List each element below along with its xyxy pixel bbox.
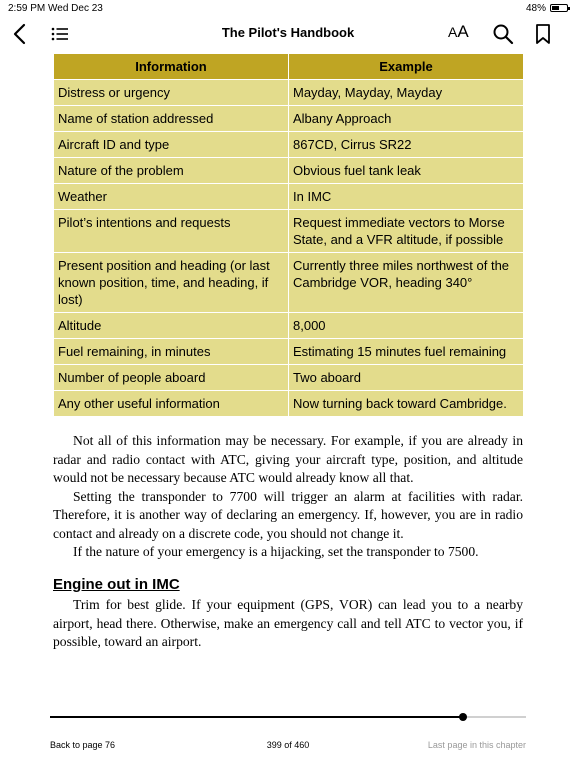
table-cell-example: Obvious fuel tank leak (289, 158, 524, 184)
reader-toolbar (0, 16, 576, 52)
progress-remaining-track (463, 716, 526, 718)
chevron-left-icon[interactable] (10, 22, 32, 46)
progress-knob[interactable] (459, 713, 467, 721)
table-row (54, 339, 524, 365)
status-date: Wed Dec 23 (48, 3, 103, 14)
table-cell-information: Aircraft ID and type (54, 132, 289, 158)
page-progress-slider[interactable] (50, 716, 526, 718)
status-time: 2:59 PM (8, 3, 46, 14)
table-cell-example: Two aboard (289, 365, 524, 391)
table-cell-example: Mayday, Mayday, Mayday (289, 80, 524, 106)
bookmark-icon[interactable] (534, 23, 552, 45)
table-cell-information: Distress or urgency (54, 80, 289, 106)
table-row (54, 253, 524, 313)
paragraph: Setting the transponder to 7700 will trigger an alarm at facilities with radar. Therefore, it is another way of declaring an emergency. If, however, you are in radio contact and already on a discrete code, you should not change it. (53, 488, 523, 541)
table-cell-example: In IMC (289, 184, 524, 210)
table-row (54, 210, 524, 253)
list-icon[interactable] (50, 24, 70, 44)
table-row (54, 132, 524, 158)
table-row (54, 391, 524, 417)
table-row (54, 184, 524, 210)
emergency-info-table (53, 53, 524, 417)
table-header-information: Information (54, 54, 289, 80)
table-cell-information: Present position and heading (or last known position, time, and heading, if lost) (54, 253, 289, 313)
table-cell-information: Pilot’s intentions and requests (54, 210, 289, 253)
paragraph: Not all of this information may be necessary. For example, if you are already in radar and radio contact with ATC, giving your aircraft type, position, and altitude would not be necessary because ATC would already know all that. (53, 433, 523, 485)
paragraph: Trim for best glide. If your equipment (GPS, VOR) can lead you to a nearby airport, head there. Otherwise, make an emergency call and tell ATC to vector you, if possible, toward an airport. (53, 597, 523, 649)
table-cell-example: 8,000 (289, 313, 524, 339)
table-cell-information: Name of station addressed (54, 106, 289, 132)
page-indicator: 399 of 460 (266, 740, 310, 750)
table-cell-information: Weather (54, 184, 289, 210)
table-cell-information: Nature of the problem (54, 158, 289, 184)
font-small-label: A (448, 24, 458, 40)
status-bar (0, 0, 576, 16)
book-title: The Pilot's Handbook (221, 25, 355, 40)
table-header-example: Example (289, 54, 524, 80)
table-row (54, 80, 524, 106)
table-cell-example: 867CD, Cirrus SR22 (289, 132, 524, 158)
table-cell-information: Altitude (54, 313, 289, 339)
table-cell-information: Number of people aboard (54, 365, 289, 391)
table-cell-information: Any other useful information (54, 391, 289, 417)
search-icon[interactable] (492, 23, 514, 45)
chapter-note: Last page in this chapter (427, 740, 526, 750)
section-heading: Engine out in IMC (53, 576, 180, 593)
font-large-label: A (457, 22, 469, 41)
table-cell-example: Now turning back toward Cambridge. (289, 391, 524, 417)
font-size-button[interactable] (448, 22, 469, 42)
table-cell-example: Request immediate vectors to Morse State, and a VFR altitude, if possible (289, 210, 524, 253)
table-cell-example: Albany Approach (289, 106, 524, 132)
table-cell-example: Estimating 15 minutes fuel remaining (289, 339, 524, 365)
battery-icon (550, 4, 568, 12)
table-row (54, 365, 524, 391)
table-row (54, 158, 524, 184)
table-body (54, 80, 524, 417)
table-row (54, 313, 524, 339)
table-cell-example: Currently three miles northwest of the Cambridge VOR, heading 340° (289, 253, 524, 313)
table-row (54, 106, 524, 132)
section-paragraphs (53, 596, 523, 652)
table-cell-information: Fuel remaining, in minutes (54, 339, 289, 365)
table-header-row (54, 54, 524, 80)
back-to-page-link[interactable]: Back to page 76 (50, 740, 116, 750)
battery-percent: 48% (525, 3, 546, 14)
paragraph: If the nature of your emergency is a hijacking, set the transponder to 7500. (73, 544, 479, 559)
body-paragraphs (53, 432, 523, 562)
